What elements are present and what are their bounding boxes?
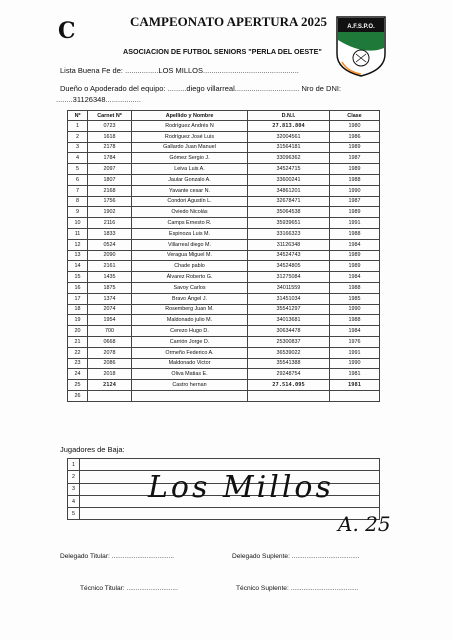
name-cell: Oliva Matias E. <box>132 369 248 380</box>
owner-value: diego villarreal <box>186 84 235 93</box>
roster-row <box>68 336 380 347</box>
name-cell: Ormeño Federico A. <box>132 347 248 358</box>
name-cell: Gómez Sergio J. <box>132 153 248 164</box>
row-number: 9 <box>68 207 88 218</box>
carnet-cell <box>88 390 132 401</box>
clase-cell: 1988 <box>330 282 380 293</box>
clase-cell: 1986 <box>330 131 380 142</box>
roster-row <box>68 164 380 175</box>
clase-cell: 1980 <box>330 121 380 132</box>
carnet-cell: 1784 <box>88 153 132 164</box>
name-cell: Oviedo Nicolás <box>132 207 248 218</box>
roster-row <box>68 282 380 293</box>
clase-cell: 1989 <box>330 250 380 261</box>
baja-label: Jugadores de Baja: <box>60 445 125 454</box>
clase-cell: 1987 <box>330 153 380 164</box>
baja-row-number: 2 <box>68 471 80 483</box>
carnet-cell: 1875 <box>88 282 132 293</box>
clase-cell: 1990 <box>330 185 380 196</box>
clase-cell: 1988 <box>330 228 380 239</box>
row-number: 20 <box>68 326 88 337</box>
roster-row <box>68 326 380 337</box>
row-number: 21 <box>68 336 88 347</box>
carnet-cell: 1374 <box>88 293 132 304</box>
page-title: CAMPEONATO APERTURA 2025 <box>130 14 327 29</box>
carnet-cell: 1618 <box>88 131 132 142</box>
roster-row <box>68 142 380 153</box>
carnet-cell: 700 <box>88 326 132 337</box>
name-cell: Villarreal diego M. <box>132 239 248 250</box>
row-number: 1 <box>68 121 88 132</box>
list-value: LOS MILLOS <box>158 66 204 75</box>
header-cell: D.N.I. <box>248 111 330 121</box>
name-cell: Espinoza Luis M. <box>132 228 248 239</box>
row-number: 6 <box>68 174 88 185</box>
roster-row <box>68 369 380 380</box>
list-line: Lista Buena Fe de: ................LOS MILLOS.............................................. <box>60 66 299 75</box>
name-cell: Yavante cesar N. <box>132 185 248 196</box>
dni-cell: 34013681 <box>248 315 330 326</box>
baja-row-number: 1 <box>68 459 80 471</box>
baja-row-number: 4 <box>68 495 80 507</box>
roster-row <box>68 390 380 401</box>
dni-value: 31126348 <box>72 95 106 104</box>
roster-body <box>68 121 380 402</box>
baja-row <box>68 508 380 520</box>
row-number: 16 <box>68 282 88 293</box>
corner-mark: C <box>58 18 76 44</box>
delegado-titular-label: Delegado Titular: <box>60 553 110 560</box>
row-number: 17 <box>68 293 88 304</box>
row-number: 18 <box>68 304 88 315</box>
clase-cell: 1987 <box>330 196 380 207</box>
dni-label: Nro de DNI: <box>301 84 342 93</box>
dni-cell: 35541297 <box>248 304 330 315</box>
dni-cell: 36539022 <box>248 347 330 358</box>
carnet-cell: 2178 <box>88 142 132 153</box>
row-number: 19 <box>68 315 88 326</box>
dni-cell: 25300837 <box>248 336 330 347</box>
dni-cell: 32678471 <box>248 196 330 207</box>
name-cell: Gallardo Juan Manuel <box>132 142 248 153</box>
name-cell: Chade pablo <box>132 261 248 272</box>
header-cell: Carnet Nº <box>88 111 132 121</box>
carnet-cell: 2161 <box>88 261 132 272</box>
baja-row-number: 3 <box>68 483 80 495</box>
row-number: 2 <box>68 131 88 142</box>
row-number: 15 <box>68 272 88 283</box>
delegado-titular-line: Delegado Titular: .................................. <box>60 553 174 560</box>
carnet-cell: 0668 <box>88 336 132 347</box>
roster-row <box>68 121 380 132</box>
dni-cell <box>248 390 330 401</box>
row-number: 12 <box>68 239 88 250</box>
clase-cell: 1991 <box>330 347 380 358</box>
dni-cell: 35939651 <box>248 218 330 229</box>
roster-row <box>68 380 380 391</box>
name-cell: Maldonado Victor <box>132 358 248 369</box>
name-cell: Camps Ernesto R. <box>132 218 248 229</box>
baja-row-number: 5 <box>68 508 80 520</box>
dni-cell: 34524715 <box>248 164 330 175</box>
name-cell: Rodríguez Andrés N <box>132 121 248 132</box>
roster-row <box>68 347 380 358</box>
name-cell: Rodríguez José Luis <box>132 131 248 142</box>
name-cell: Carrión Jorge D. <box>132 336 248 347</box>
tecnico-suplente-line: Técnico Suplente: ..................................... <box>236 585 359 592</box>
carnet-cell: 2168 <box>88 185 132 196</box>
dni-cell: 32004561 <box>248 131 330 142</box>
roster-row <box>68 228 380 239</box>
roster-row <box>68 218 380 229</box>
carnet-cell: 1435 <box>88 272 132 283</box>
carnet-cell: 2116 <box>88 218 132 229</box>
row-number: 10 <box>68 218 88 229</box>
carnet-cell: 1807 <box>88 174 132 185</box>
row-number: 13 <box>68 250 88 261</box>
header-cell: Nº <box>68 111 88 121</box>
carnet-cell: 2086 <box>88 358 132 369</box>
carnet-cell: 0524 <box>88 239 132 250</box>
dni-cell: 34861201 <box>248 185 330 196</box>
handwritten-signature: A. 25 <box>338 512 391 536</box>
roster-row <box>68 304 380 315</box>
clase-cell <box>330 390 380 401</box>
roster-row <box>68 153 380 164</box>
dni-cell: 35064538 <box>248 207 330 218</box>
row-number: 5 <box>68 164 88 175</box>
name-cell <box>132 390 248 401</box>
roster-row <box>68 196 380 207</box>
name-cell: Veragua Miguel M. <box>132 250 248 261</box>
header-cell: Clase <box>330 111 380 121</box>
row-number: 25 <box>68 380 88 391</box>
row-number: 24 <box>68 369 88 380</box>
dni-cell: 34524743 <box>248 250 330 261</box>
clase-cell: 1976 <box>330 336 380 347</box>
delegado-suplente-line: Delegado Suplente: ..................................... <box>232 553 360 560</box>
name-cell: Castro hernan <box>132 380 248 391</box>
roster-row <box>68 207 380 218</box>
dni-cell: 31126348 <box>248 239 330 250</box>
clase-cell: 1989 <box>330 261 380 272</box>
carnet-cell: 1756 <box>88 196 132 207</box>
row-number: 8 <box>68 196 88 207</box>
clase-cell: 1991 <box>330 218 380 229</box>
row-number: 11 <box>68 228 88 239</box>
dni-cell: 29248754 <box>248 369 330 380</box>
association-logo-icon <box>334 14 388 78</box>
name-cell: Cerezo Hugo D. <box>132 326 248 337</box>
clase-cell: 1984 <box>330 326 380 337</box>
row-number: 7 <box>68 185 88 196</box>
clase-cell: 1985 <box>330 293 380 304</box>
owner-line: Dueño o Apoderado del equipo: .........diego villarreal............................... Nro de DNI: <box>60 84 342 93</box>
dni-cell: 27.813.804 <box>248 121 330 132</box>
clase-cell: 1990 <box>330 304 380 315</box>
name-cell: Leiva Luis A. <box>132 164 248 175</box>
roster-row <box>68 272 380 283</box>
row-number: 23 <box>68 358 88 369</box>
roster-row <box>68 185 380 196</box>
clase-cell: 1988 <box>330 315 380 326</box>
row-number: 26 <box>68 390 88 401</box>
dni-cell: 33600241 <box>248 174 330 185</box>
logo-text: A.F.S.P.O. <box>347 24 375 30</box>
name-cell: Jaular Gonzalo A. <box>132 174 248 185</box>
roster-row <box>68 131 380 142</box>
clase-cell: 1989 <box>330 207 380 218</box>
name-cell: Maldonado julio M. <box>132 315 248 326</box>
name-cell: Bravo Ángel J. <box>132 293 248 304</box>
tecnico-suplente-label: Técnico Suplente: <box>236 585 289 592</box>
row-number: 4 <box>68 153 88 164</box>
clase-cell: 1989 <box>330 164 380 175</box>
row-number: 22 <box>68 347 88 358</box>
roster-header-row <box>68 111 380 121</box>
clase-cell: 1981 <box>330 369 380 380</box>
clase-cell: 1990 <box>330 358 380 369</box>
roster-table <box>67 110 380 402</box>
roster-row <box>68 315 380 326</box>
roster-row <box>68 261 380 272</box>
carnet-cell: 0723 <box>88 121 132 132</box>
carnet-cell: 2097 <box>88 164 132 175</box>
roster-row <box>68 358 380 369</box>
clase-cell: 1988 <box>330 174 380 185</box>
dni-cell: 31275084 <box>248 272 330 283</box>
tecnico-titular-label: Técnico Titular: <box>80 585 125 592</box>
name-cell: Álvarez Roberto G. <box>132 272 248 283</box>
dni-cell: 33096362 <box>248 153 330 164</box>
dni-cell: 34524805 <box>248 261 330 272</box>
list-label: Lista Buena Fe de: <box>60 66 123 75</box>
dni-cell: 27.514.095 <box>248 380 330 391</box>
row-number: 14 <box>68 261 88 272</box>
carnet-cell: 2074 <box>88 304 132 315</box>
tecnico-titular-line: Técnico Titular: ............................ <box>80 585 178 592</box>
handwritten-team-name: Los Millos <box>148 470 334 505</box>
baja-row <box>68 459 380 471</box>
dni-cell: 35541388 <box>248 358 330 369</box>
header-cell: Apellido y Nombre <box>132 111 248 121</box>
delegado-suplente-label: Delegado Suplente: <box>232 553 290 560</box>
dni-cell: 33166323 <box>248 228 330 239</box>
clase-cell: 1989 <box>330 142 380 153</box>
association-name: ASOCIACION DE FUTBOL SENIORS "PERLA DEL OESTE" <box>123 47 322 56</box>
name-cell: Savoy Carlos <box>132 282 248 293</box>
row-number: 3 <box>68 142 88 153</box>
name-cell: Condori Agustín L. <box>132 196 248 207</box>
clase-cell: 1981 <box>330 380 380 391</box>
carnet-cell: 2124 <box>88 380 132 391</box>
dni-line: ........31126348................. <box>56 95 141 104</box>
dni-cell: 31564181 <box>248 142 330 153</box>
roster-row <box>68 174 380 185</box>
clase-cell: 1984 <box>330 239 380 250</box>
carnet-cell: 2078 <box>88 347 132 358</box>
clase-cell: 1984 <box>330 272 380 283</box>
dni-cell: 30634478 <box>248 326 330 337</box>
baja-player-cell <box>80 459 380 471</box>
carnet-cell: 2018 <box>88 369 132 380</box>
dni-cell: 31451034 <box>248 293 330 304</box>
carnet-cell: 1902 <box>88 207 132 218</box>
dni-cell: 34011559 <box>248 282 330 293</box>
roster-row <box>68 250 380 261</box>
carnet-cell: 2090 <box>88 250 132 261</box>
roster-row <box>68 239 380 250</box>
carnet-cell: 1954 <box>88 315 132 326</box>
carnet-cell: 1833 <box>88 228 132 239</box>
roster-row <box>68 293 380 304</box>
owner-label: Dueño o Apoderado del equipo: <box>60 84 166 93</box>
name-cell: Rosemberg Juan M. <box>132 304 248 315</box>
baja-player-cell <box>80 508 380 520</box>
